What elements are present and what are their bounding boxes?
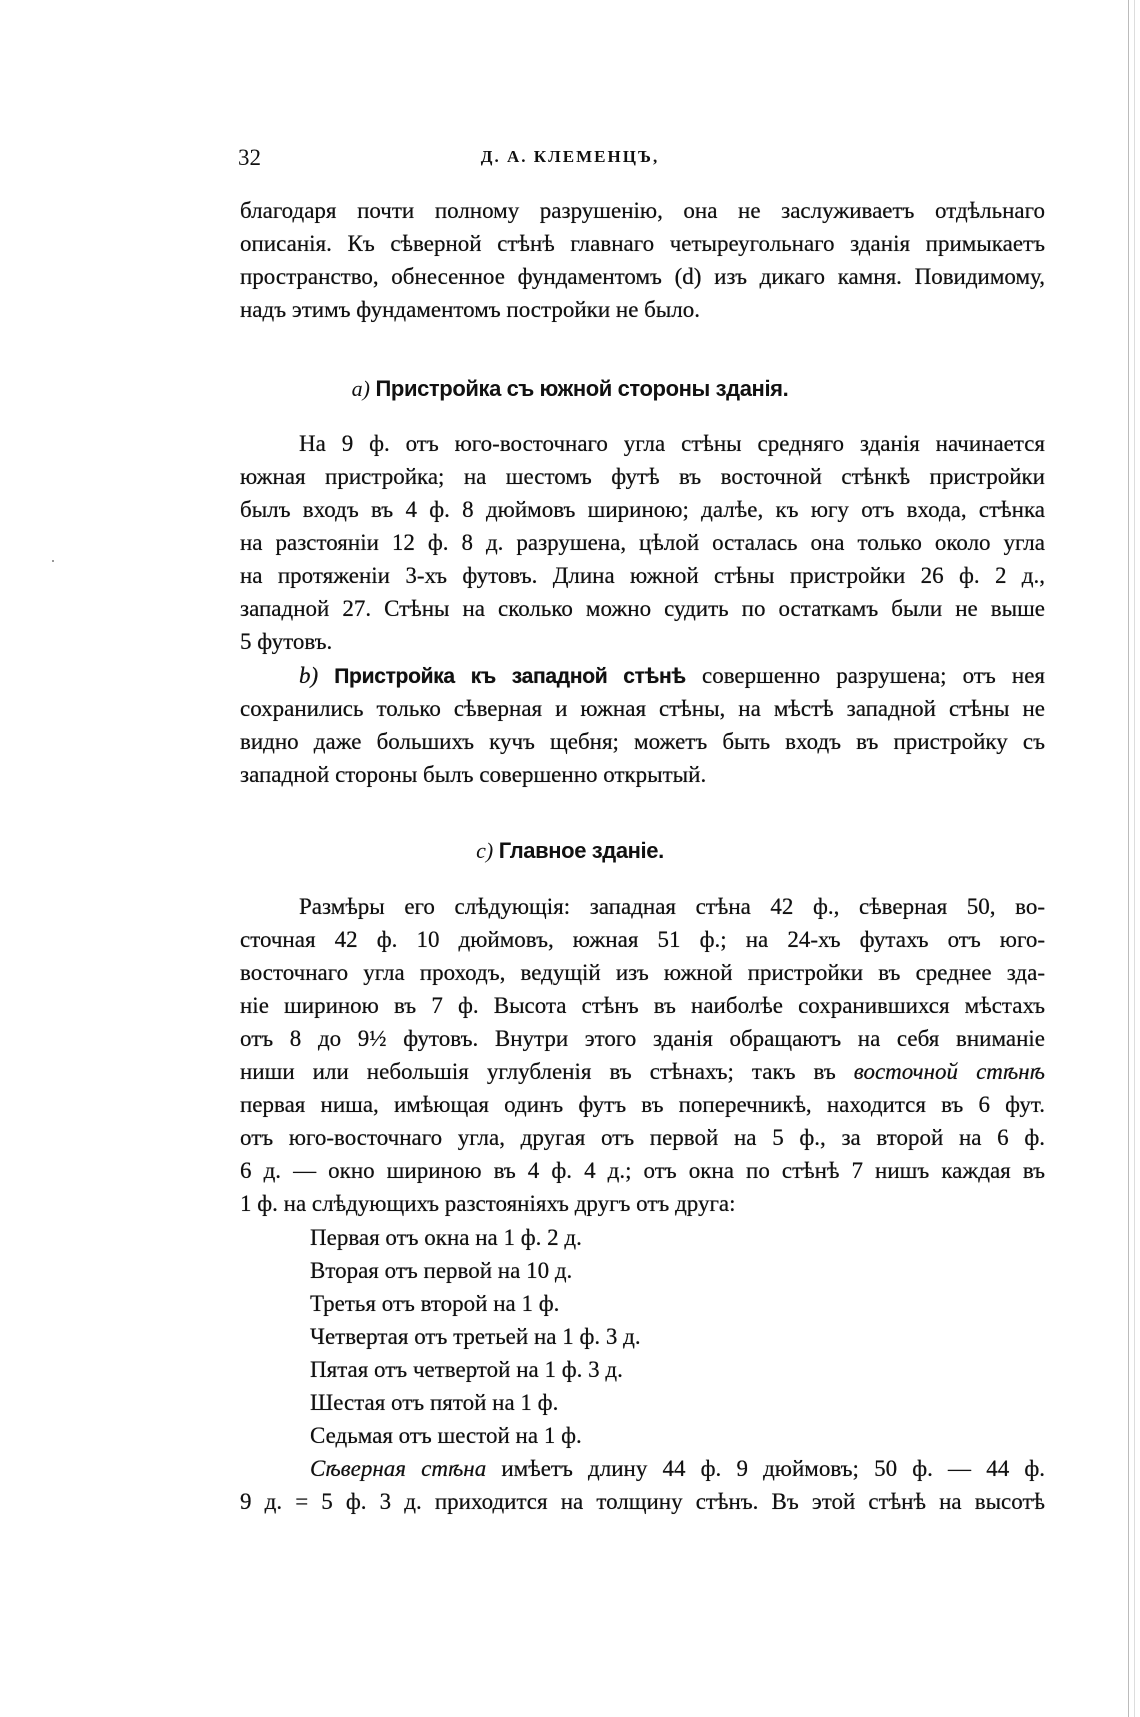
text-line: пространство, обнесенное фундаментомъ (d) изъ дикаго камня. Повидимому, [240, 264, 1045, 289]
bold-text: Пристройка къ западной стѣнѣ [334, 665, 686, 688]
text-line: первая ниша, имѣющая одинъ футъ въ поперечникѣ, находится въ 6 фут. [240, 1092, 1045, 1117]
list-item: Седьмая отъ шестой на 1 ф. [310, 1423, 582, 1448]
list-item: Первая отъ окна на 1 ф. 2 д. [310, 1225, 582, 1250]
section-letter: a) [351, 376, 370, 401]
list-item: Третья отъ второй на 1 ф. [310, 1291, 560, 1316]
text-line [310, 1455, 1045, 1483]
text-line [240, 1058, 1045, 1086]
italic-text: восточной стѣнѣ [853, 1059, 1045, 1084]
text-line: На 9 ф. отъ юго-восточнаго угла стѣны средняго зданія начинается [299, 431, 1045, 456]
text-line: южная пристройка; на шестомъ футѣ въ восточной стѣнкѣ пристройки [240, 464, 1045, 489]
text-line: западной 27. Стѣны на сколько можно судить по остаткамъ были не выше [240, 596, 1045, 621]
text-segment: имѣетъ длину 44 ф. 9 дюймовъ; 50 ф. — 44 ф. [486, 1456, 1045, 1481]
text-line: 5 футовъ. [240, 629, 333, 654]
text-line: 6 д. — окно шириною въ 4 ф. 4 д.; отъ окна по стѣнѣ 7 нишъ каждая въ [240, 1158, 1045, 1183]
list-item: Шестая отъ пятой на 1 ф. [310, 1390, 559, 1415]
text-line: на разстояніи 12 ф. 8 д. разрушена, цѣлой осталась она только около угла [240, 530, 1045, 555]
running-title: Д. А. КЛЕМЕНЦЪ, [480, 147, 660, 166]
text-line: западной стороны былъ совершенно открытый. [240, 762, 707, 787]
text-line: былъ входъ въ 4 ф. 8 дюймовъ шириною; далѣе, къ югу отъ входа, стѣнка [240, 497, 1045, 522]
section-heading [0, 837, 1140, 865]
text-line: Размѣры его слѣдующія: западная стѣна 42 ф., сѣверная 50, во- [299, 894, 1045, 919]
italic-text: Сѣверная стѣна [310, 1456, 487, 1481]
text-line: отъ юго-восточнаго угла, другая отъ первой на 5 ф., за второй на 6 ф. [240, 1125, 1045, 1150]
text-line: видно даже большихъ кучъ щебня; можетъ быть входъ въ пристройку съ [240, 729, 1045, 754]
text-line [299, 662, 1045, 691]
section-heading [0, 375, 1140, 403]
section-letter: c) [476, 838, 494, 863]
text-line: отъ 8 до 9½ футовъ. Внутри этого зданія обращаютъ на себя вниманіе [240, 1026, 1045, 1051]
scan-speck [52, 560, 54, 562]
text-line: на протяженіи 3-хъ футовъ. Длина южной стѣны пристройки 26 ф. 2 д., [240, 563, 1045, 588]
page-number: 32 [238, 145, 261, 170]
text-segment: совершенно разрушена; отъ нея [685, 663, 1045, 688]
section-title: Главное зданіе. [498, 838, 664, 863]
list-item: Четвертая отъ третьей на 1 ф. 3 д. [310, 1324, 641, 1349]
list-item: Вторая отъ первой на 10 д. [310, 1258, 573, 1283]
text-line: 9 д. = 5 ф. 3 д. приходится на толщину стѣнъ. Въ этой стѣнѣ на высотѣ [240, 1489, 1045, 1514]
text-line: ніе шириною въ 7 ф. Высота стѣнъ въ наиболѣе сохранившихся мѣстахъ [240, 993, 1045, 1018]
text-line: 1 ф. на слѣдующихъ разстояніяхъ другъ отъ друга: [240, 1191, 736, 1216]
text-segment: ниши или небольшія углубленія въ стѣнахъ; такъ въ [240, 1059, 854, 1084]
text-line: восточнаго угла проходъ, ведущій изъ южной пристройки въ среднее зда- [240, 960, 1045, 985]
text-line: описанія. Къ сѣверной стѣнѣ главнаго четыреугольнаго зданія примыкаетъ [240, 231, 1045, 256]
text-line: сохранились только сѣверная и южная стѣны, на мѣстѣ западной стѣны не [240, 696, 1045, 721]
italic-text: b) [299, 663, 335, 688]
text-line: надъ этимъ фундаментомъ постройки не было. [240, 297, 701, 322]
text-line: сточная 42 ф. 10 дюймовъ, южная 51 ф.; на 24-хъ футахъ отъ юго- [240, 927, 1045, 952]
text-line: благодаря почти полному разрушенію, она не заслуживаетъ отдѣльнаго [240, 198, 1045, 223]
section-title: Пристройка съ южной стороны зданія. [375, 376, 789, 401]
list-item: Пятая отъ четвертой на 1 ф. 3 д. [310, 1357, 623, 1382]
